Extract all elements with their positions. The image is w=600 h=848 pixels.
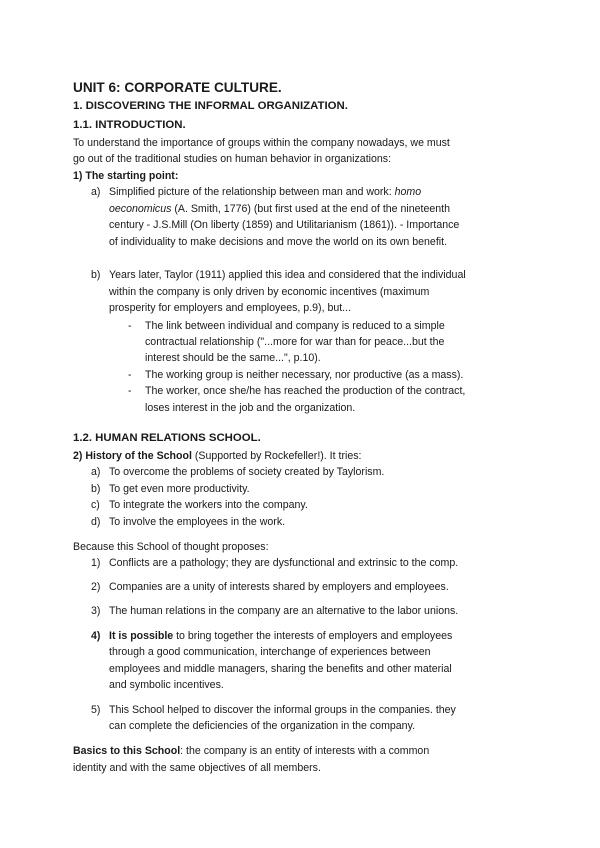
item-a-line-4: of individuality to make decisions and move the world on its own benefit.	[109, 236, 448, 248]
item-b-line-1: Years later, Taylor (1911) applied this idea and considered that the individual	[109, 269, 466, 281]
section-1-heading: 1. DISCOVERING THE INFORMAL ORGANIZATION.	[73, 100, 348, 112]
list-marker: b)	[91, 483, 101, 495]
basics-line-1: Basics to this School: the company is an entity of interests with a common	[73, 745, 430, 757]
item-b-line-3: prosperity for employers and employees, p.9), but...	[109, 302, 352, 314]
basics-line-2: identity and with the same objectives of all members.	[73, 762, 321, 774]
list-marker: d)	[91, 516, 101, 528]
dash-marker: -	[128, 385, 132, 397]
tries-item: To overcome the problems of society created by Taylorism.	[109, 466, 385, 478]
list-marker: 1)	[91, 557, 101, 569]
proposes-item-5-line-2: can complete the deficiencies of the organization in the company.	[109, 720, 416, 732]
list-marker: c)	[91, 499, 100, 511]
it-is-possible-bold: It is possible	[109, 630, 174, 642]
intro-line-1: To understand the importance of groups within the company nowadays, we must	[73, 137, 450, 149]
list-marker: 2)	[91, 581, 101, 593]
section-1-2-heading: 1.2. HUMAN RELATIONS SCHOOL.	[73, 432, 261, 444]
proposes-item-4-line-2: through a good communication, interchange of experiences between	[109, 646, 431, 658]
list-marker: 5)	[91, 704, 101, 716]
proposes-item-2: Companies are a unity of interests shared by employers and employees.	[109, 581, 449, 593]
tries-item: To integrate the workers into the company.	[109, 499, 308, 511]
dash-item-1-line-3: interest should be the same...", p.10).	[145, 352, 321, 364]
tries-item: To get even more productivity.	[109, 483, 250, 495]
proposes-item-5-line-1: This School helped to discover the informal groups in the companies. they	[109, 704, 456, 716]
dash-marker: -	[128, 320, 132, 332]
dash-marker: -	[128, 369, 132, 381]
tries-item: To involve the employees in the work.	[109, 516, 286, 528]
list-marker-b: b)	[91, 269, 101, 281]
dash-item-3-line-2: loses interest in the job and the organization.	[145, 402, 356, 414]
item-a-line-1: Simplified picture of the relationship between man and work: homo	[109, 186, 422, 198]
dash-item-2-line-1: The working group is neither necessary, nor productive (as a mass).	[145, 369, 464, 381]
proposes-item-4-line-3: employees and middle managers, sharing the benefits and other material	[109, 663, 452, 675]
starting-point-heading: 1) The starting point:	[73, 170, 179, 182]
proposes-item-4-line-1: It is possible to bring together the interests of employers and employees	[109, 630, 453, 642]
oeconomicus-emphasis: oeconomicus	[109, 203, 172, 215]
basics-bold: Basics to this School	[73, 745, 181, 757]
list-marker: 4)	[91, 630, 101, 642]
unit-title: UNIT 6: CORPORATE CULTURE.	[73, 80, 282, 95]
proposes-item-4-line-4: and symbolic incentives.	[109, 679, 224, 691]
because-line: Because this School of thought proposes:	[73, 541, 269, 553]
proposes-item-1: Conflicts are a pathology; they are dysfunctional and extrinsic to the comp.	[109, 557, 459, 569]
list-marker: a)	[91, 466, 101, 478]
section-1-1-heading: 1.1. INTRODUCTION.	[73, 119, 186, 131]
history-line: 2) History of the School (Supported by Rockefeller!). It tries:	[73, 450, 362, 462]
list-marker: 3)	[91, 605, 101, 617]
item-a-line-2: oeconomicus (A. Smith, 1776) (but first used at the end of the nineteenth	[109, 203, 450, 215]
intro-line-2: go out of the traditional studies on human behavior in organizations:	[73, 153, 392, 165]
proposes-item-3: The human relations in the company are an alternative to the labor unions.	[109, 605, 459, 617]
dash-item-1-line-1: The link between individual and company is reduced to a simple	[145, 320, 445, 332]
item-a-line-3: century - J.S.Mill (On liberty (1859) and Utilitarianism (1861)). - Importance	[109, 219, 460, 231]
homo-emphasis: homo	[394, 186, 422, 198]
history-bold: 2) History of the School	[73, 450, 192, 462]
list-marker-a: a)	[91, 186, 101, 198]
dash-item-3-line-1: The worker, once she/he has reached the production of the contract,	[145, 385, 466, 397]
dash-item-1-line-2: contractual relationship ("...more for war than for peace...but the	[145, 336, 445, 348]
item-b-line-2: within the company is only driven by economic incentives (maximum	[109, 286, 430, 298]
